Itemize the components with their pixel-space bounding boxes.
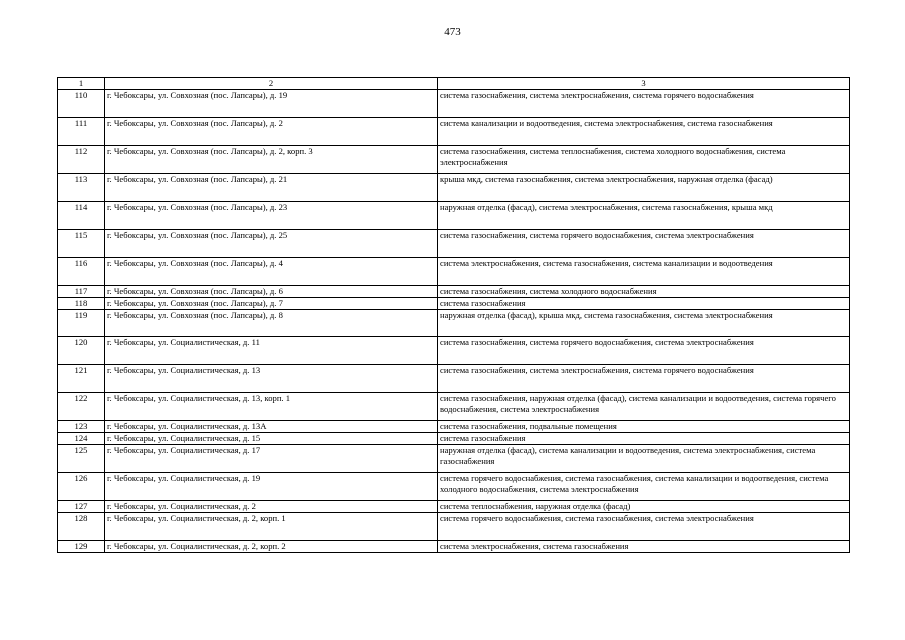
row-address: г. Чебоксары, ул. Совхозная (пос. Лапсары), д. 2, корп. 3 (105, 146, 438, 174)
row-address: г. Чебоксары, ул. Социалистическая, д. 19 (105, 473, 438, 501)
table-row (58, 365, 850, 393)
row-address: г. Чебоксары, ул. Социалистическая, д. 13А (105, 421, 438, 433)
row-number: 114 (58, 202, 105, 230)
row-number: 115 (58, 230, 105, 258)
row-systems: наружная отделка (фасад), система канализации и водоотведения, система электроснабжения, система газоснабжения (438, 445, 850, 473)
table-row (58, 310, 850, 337)
row-number: 123 (58, 421, 105, 433)
table-row (58, 513, 850, 541)
row-address: г. Чебоксары, ул. Совхозная (пос. Лапсары), д. 2 (105, 118, 438, 146)
row-number: 111 (58, 118, 105, 146)
row-systems: система газоснабжения, система горячего водоснабжения, система электроснабжения (438, 337, 850, 365)
row-systems: система газоснабжения (438, 298, 850, 310)
row-number: 129 (58, 541, 105, 553)
row-number: 110 (58, 90, 105, 118)
table-row (58, 90, 850, 118)
row-systems: система теплоснабжения, наружная отделка (фасад) (438, 501, 850, 513)
row-number: 124 (58, 433, 105, 445)
row-number: 118 (58, 298, 105, 310)
row-systems: крыша мкд, система газоснабжения, система электроснабжения, наружная отделка (фасад) (438, 174, 850, 202)
row-number: 121 (58, 365, 105, 393)
row-systems: система газоснабжения, система электроснабжения, система горячего водоснабжения (438, 90, 850, 118)
table-row (58, 118, 850, 146)
table-row (58, 393, 850, 421)
row-systems: система газоснабжения, система холодного водоснабжения (438, 286, 850, 298)
row-number: 117 (58, 286, 105, 298)
column-header-2: 2 (105, 78, 438, 90)
row-number: 125 (58, 445, 105, 473)
row-address: г. Чебоксары, ул. Совхозная (пос. Лапсары), д. 21 (105, 174, 438, 202)
row-address: г. Чебоксары, ул. Социалистическая, д. 11 (105, 337, 438, 365)
row-number: 128 (58, 513, 105, 541)
table-row (58, 541, 850, 553)
table-row (58, 501, 850, 513)
row-systems: система газоснабжения, подвальные помещения (438, 421, 850, 433)
row-address: г. Чебоксары, ул. Совхозная (пос. Лапсары), д. 8 (105, 310, 438, 337)
table-row (58, 146, 850, 174)
row-address: г. Чебоксары, ул. Социалистическая, д. 15 (105, 433, 438, 445)
row-systems: система электроснабжения, система газоснабжения, система канализации и водоотведения (438, 258, 850, 286)
table-row (58, 298, 850, 310)
row-number: 120 (58, 337, 105, 365)
table-row (58, 337, 850, 365)
row-systems: система канализации и водоотведения, система электроснабжения, система газоснабжения (438, 118, 850, 146)
building-systems-table (57, 77, 850, 553)
row-number: 112 (58, 146, 105, 174)
row-systems: система газоснабжения (438, 433, 850, 445)
row-systems: система газоснабжения, наружная отделка (фасад), система канализации и водоотведения, система горячего водоснабжения, система электроснабжения (438, 393, 850, 421)
row-systems: система горячего водоснабжения, система газоснабжения, система канализации и водоотведения, система холодного водоснабжения, система электроснабжения (438, 473, 850, 501)
table-row (58, 433, 850, 445)
row-systems: система газоснабжения, система теплоснабжения, система холодного водоснабжения, система электроснабжения (438, 146, 850, 174)
table-row (58, 258, 850, 286)
row-number: 122 (58, 393, 105, 421)
row-number: 113 (58, 174, 105, 202)
row-address: г. Чебоксары, ул. Социалистическая, д. 2, корп. 2 (105, 541, 438, 553)
row-systems: наружная отделка (фасад), крыша мкд, система газоснабжения, система электроснабжения (438, 310, 850, 337)
table-row (58, 286, 850, 298)
column-header-1: 1 (58, 78, 105, 90)
row-address: г. Чебоксары, ул. Социалистическая, д. 2, корп. 1 (105, 513, 438, 541)
row-address: г. Чебоксары, ул. Совхозная (пос. Лапсары), д. 23 (105, 202, 438, 230)
page-number: 473 (444, 26, 461, 38)
row-systems: наружная отделка (фасад), система электроснабжения, система газоснабжения, крыша мкд (438, 202, 850, 230)
table-row (58, 174, 850, 202)
row-systems: система газоснабжения, система горячего водоснабжения, система электроснабжения (438, 230, 850, 258)
row-number: 127 (58, 501, 105, 513)
table-row (58, 230, 850, 258)
column-header-3: 3 (438, 78, 850, 90)
row-systems: система электроснабжения, система газоснабжения (438, 541, 850, 553)
row-address: г. Чебоксары, ул. Совхозная (пос. Лапсары), д. 6 (105, 286, 438, 298)
row-address: г. Чебоксары, ул. Совхозная (пос. Лапсары), д. 7 (105, 298, 438, 310)
table-row (58, 421, 850, 433)
row-number: 126 (58, 473, 105, 501)
row-address: г. Чебоксары, ул. Социалистическая, д. 13, корп. 1 (105, 393, 438, 421)
table-row (58, 473, 850, 501)
row-address: г. Чебоксары, ул. Совхозная (пос. Лапсары), д. 4 (105, 258, 438, 286)
row-address: г. Чебоксары, ул. Совхозная (пос. Лапсары), д. 19 (105, 90, 438, 118)
row-number: 119 (58, 310, 105, 337)
row-address: г. Чебоксары, ул. Социалистическая, д. 17 (105, 445, 438, 473)
row-address: г. Чебоксары, ул. Социалистическая, д. 2 (105, 501, 438, 513)
column-number-row (58, 78, 850, 90)
row-systems: система газоснабжения, система электроснабжения, система горячего водоснабжения (438, 365, 850, 393)
row-number: 116 (58, 258, 105, 286)
table-row (58, 202, 850, 230)
row-systems: система горячего водоснабжения, система газоснабжения, система электроснабжения (438, 513, 850, 541)
row-address: г. Чебоксары, ул. Совхозная (пос. Лапсары), д. 25 (105, 230, 438, 258)
table-row (58, 445, 850, 473)
row-address: г. Чебоксары, ул. Социалистическая, д. 13 (105, 365, 438, 393)
